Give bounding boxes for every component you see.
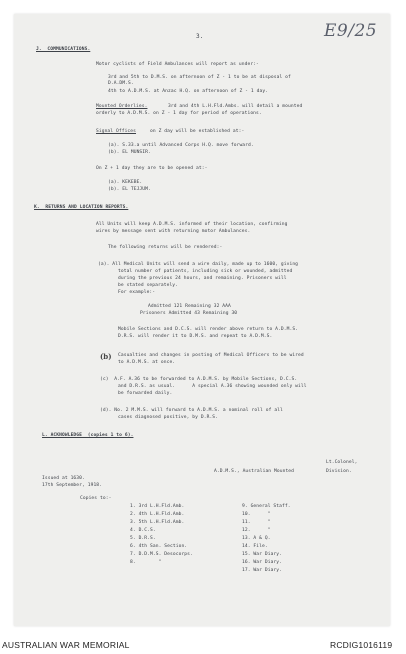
section-k-item-a: be stated separately. <box>118 283 179 288</box>
footer-source: AUSTRALIAN WAR MEMORIAL <box>2 640 130 650</box>
issued-time: Issued at 1630. <box>42 476 85 481</box>
copy-recipient: 16. War Diary. <box>242 560 283 565</box>
section-j-list-item: (b). EL TEJJUM. <box>108 187 151 192</box>
section-k-item-a: Mobile Sections and D.C.S. will render above return to A.D.M.S. <box>118 327 299 332</box>
footer-reference: RCDIG1016119 <box>330 640 393 650</box>
copy-recipient: 15. War Diary. <box>242 552 283 557</box>
section-k-item-b: to A.D.M.S. at once. <box>118 360 176 365</box>
copies-to-label: Copies to:- <box>80 496 112 501</box>
section-j-list-item: (a). S.33.a until Advanced Corps H.Q. move forward. <box>108 143 254 148</box>
copy-recipient: 6. 4th San. Section. <box>130 544 188 549</box>
copy-recipient: 13. A & Q. <box>242 536 271 541</box>
copy-recipient: 8. " <box>130 560 162 565</box>
copy-recipient: 2. 4th L.H.Fld.Amb. <box>130 512 185 517</box>
section-j-line: on Z day will be established at:- <box>150 129 245 134</box>
copy-recipient: 10. " <box>242 512 271 517</box>
copy-recipient: 12. " <box>242 528 271 533</box>
section-l-heading: L. ACKNOWLEDGE (copies 1 to 6). <box>42 433 134 438</box>
copy-recipient: 9. General Staff. <box>242 504 291 509</box>
section-k-item-c: (c) A.F. A.36 to be forwarded to A.D.M.S. by Mobile Sections, D.C.S. <box>100 377 298 382</box>
section-k-item-a: D.R.S. will render it to D.M.S. and repeat to A.D.M.S. <box>118 334 273 339</box>
section-j-line: 3rd and 5th to D.M.S. on afternoon of Z - 1 to be at disposal of <box>108 75 291 80</box>
section-k-item-a: total number of patients, including sick or wounded, admitted <box>118 269 293 274</box>
section-j-subheading: Mounted Orderlies. <box>96 104 148 109</box>
section-k-item-b: Casualties and changes in posting of Medical Officers to be wired <box>118 353 304 358</box>
section-k-item-d: cases diagnosed positive, by D.R.S. <box>118 415 219 420</box>
section-k-example: Admitted 121 Remaining 32 AAA <box>148 304 231 309</box>
section-k-item-b-marker: (b) <box>100 352 112 361</box>
copy-recipient: 4. D.C.S. <box>130 528 156 533</box>
signature-division: Division. <box>326 469 352 474</box>
section-k-item-c: and D.R.S. as usual. A special A.36 showing wounded only will <box>118 384 307 389</box>
signature-title: A.D.M.S., Australian Mounted <box>214 469 295 474</box>
section-k-example: Prisoners Admitted 43 Remaining 30 <box>140 311 238 316</box>
copy-recipient: 14. File. <box>242 544 268 549</box>
copy-recipient: 11. " <box>242 520 271 525</box>
archive-annotation: E9/25 <box>324 21 378 41</box>
section-j-list-item: (b). EL MUNSIR. <box>108 150 151 155</box>
copy-recipient: 17. War Diary. <box>242 568 283 573</box>
copy-recipient: 5. D.R.S. <box>130 536 156 541</box>
section-j-line: 4th to A.D.M.S. at Anzac H.Q. on afternoon of Z - 1 day. <box>108 89 269 94</box>
issued-date: 17th September, 1918. <box>42 483 103 488</box>
section-j-paragraph: Motor cyclists of Field Ambulances will report as under:- <box>96 62 259 67</box>
page-number: 3. <box>196 33 204 40</box>
section-k-line: All Units will keep A.D.M.S. informed of their location, confirming <box>96 222 288 227</box>
section-k-item-a: For example:- <box>118 290 156 295</box>
section-k-item-c: be forwarded daily. <box>118 391 173 396</box>
section-k-item-d: (d). No. 2 M.M.S. will forward to A.D.M.S. a nominal roll of all <box>100 408 283 413</box>
section-k-line: wires by message sent with returning motor Ambulances. <box>96 229 251 234</box>
section-j-line: 3rd and 4th L.H.Fld.Ambs. will detail a mounted <box>168 104 303 109</box>
section-k-item-a: during the previous 24 hours, and remaining. Prisoners will <box>118 276 287 281</box>
section-j-heading: J. COMMUNICATIONS. <box>36 47 91 52</box>
section-j-line: D.A.DM.S. <box>108 81 134 86</box>
section-k-item-a: (a). All Medical Units will send a wire daily, made up to 1600, giving <box>98 262 299 267</box>
section-j-line: orderly to A.D.M.S. on Z - 1 day for period of operations. <box>96 111 262 116</box>
section-k-heading: K. RETURNS AND LOCATION REPORTS. <box>34 205 129 210</box>
copy-recipient: 7. D.D.M.S. Desocorps. <box>130 552 193 557</box>
copy-recipient: 3. 5th L.H.Fld.Amb. <box>130 520 185 525</box>
section-k-line: The following returns will be rendered:- <box>108 245 223 250</box>
copy-recipient: 1. 3rd L.H.Fld.Amb. <box>130 504 185 509</box>
section-j-line: On Z + 1 day they are to be opened at:- <box>96 166 208 171</box>
section-j-subheading: Signal Offices <box>96 129 137 134</box>
section-j-list-item: (a). KEKEBE. <box>108 180 143 185</box>
signature-rank: Lt.Colonel, <box>326 460 358 465</box>
